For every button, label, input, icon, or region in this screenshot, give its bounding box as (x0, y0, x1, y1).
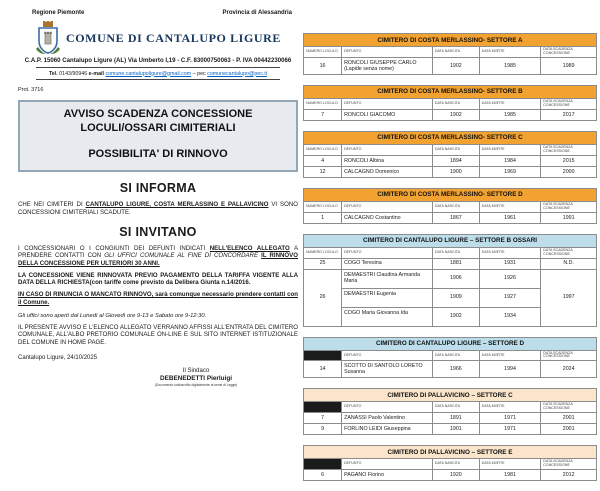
affissione-paragraph: IL PRESENTE AVVISO E L'ELENCO ALLEGATO VERRANNO AFFISSI ALL'ENTRATA DEL CIMITERO COMUNALE, ALL'ALBO PRETORIO COMUNALE ON-LINE E SUL SITO INTERNET ISTITUZIONALE DEL COMUNE IN HOME PAGE. (18, 324, 298, 346)
cell-defunto: COGO Teresina (342, 258, 433, 269)
table-costa-merlassino-settore-c (303, 131, 597, 178)
comune-header (18, 21, 298, 55)
col-header-blank (304, 350, 342, 361)
cell-data-scadenza: 2015 (541, 155, 597, 166)
table-title: CIMITERO DI PALLAVICINO – SETTORE E (304, 446, 597, 459)
col-header-defunto: DEFUNTO (342, 402, 433, 413)
cell-data-nascita: 1901 (432, 424, 479, 435)
table-pallavicino-settore-e (303, 445, 597, 481)
cell-data-nascita: 1966 (432, 361, 479, 378)
cell-data-morte: 1926 (479, 269, 541, 288)
tariffa-paragraph: LA CONCESSIONE VIENE RINNOVATA PREVIO PAGAMENTO DELLA TARIFFA VIGENTE ALLA DATA DELLA RICHIESTA(con tariffe come previsto da Delibera Giunta n.14/2016. (18, 271, 298, 287)
col-header-defunto: DEFUNTO (342, 98, 433, 109)
invitano-paragraph (18, 245, 298, 267)
col-header-data-morte: DATA MORTE (479, 459, 541, 470)
col-header-data-scadenza: DATA SCADENZA CONCESSIONE (541, 459, 597, 470)
cell-numero-loculo: 14 (304, 361, 342, 378)
table-title: CIMITERO DI COSTA MERLASSINO- SETTORE D (304, 188, 597, 201)
informa-text-cemeteries: CANTALUPO LIGURE, COSTA MERLASSINO E PALLAVICINO (85, 201, 269, 209)
cell-numero-loculo: 6 (304, 470, 342, 481)
informa-text-pre: CHE NEI CIMITERI DI (18, 201, 86, 209)
signature-role: Il Sindaco (182, 368, 210, 374)
col-header-data-nascita: DATA NASCITA (432, 459, 479, 470)
signature-name: DEBENEDETTI Pierluigi (159, 375, 233, 382)
col-header-data-morte: DATA MORTE (479, 247, 541, 258)
cell-defunto: FORLINO LEIDI Giuseppina (342, 424, 433, 435)
cell-numero-loculo-group: 26 (304, 269, 342, 326)
col-header-data-morte: DATA MORTE (479, 201, 541, 212)
invitano-seg2: NELL'ELENCO ALLEGATO (209, 244, 290, 252)
cell-data-scadenza: 2000 (541, 166, 597, 177)
col-header-data-morte: DATA MORTE (479, 350, 541, 361)
tel-label: Tel. (48, 70, 58, 77)
cell-data-morte: 1984 (479, 155, 541, 166)
invitano-seg6: IL RINNOVO DELLA CONCESSIONE PER ULTERIORI 30 ANNI. (18, 252, 298, 267)
notice-title-box (18, 100, 298, 172)
si-invitano-heading: SI INVITANO (119, 224, 197, 239)
cell-numero-loculo: 7 (304, 109, 342, 120)
table-title: CIMITERO DI CANTALUPO LIGURE – SETTORE D (304, 337, 597, 350)
cell-data-nascita: 1881 (432, 258, 479, 269)
col-header-blank (304, 402, 342, 413)
col-header-data-nascita: DATA NASCITA (432, 350, 479, 361)
cell-data-morte: 1934 (479, 307, 541, 326)
col-header-defunto: DEFUNTO (342, 47, 433, 58)
col-header-data-morte: DATA MORTE (479, 98, 541, 109)
cell-data-morte: 1927 (479, 288, 541, 307)
table-row (304, 413, 597, 424)
col-header-blank (304, 459, 342, 470)
col-header-data-scadenza: DATA SCADENZA CONCESSIONE (541, 47, 597, 58)
invitano-seg3: A PRENDERE CONTATTI CON (18, 244, 299, 260)
comune-title: COMUNE DI CANTALUPO LIGURE (65, 30, 282, 45)
cell-numero-loculo: 12 (304, 166, 342, 177)
cell-defunto: DEMAESTRI Claudina Armanda Maria (342, 269, 433, 288)
notice-title-line1: AVVISO SCADENZA CONCESSIONE (63, 108, 253, 120)
col-header-data-nascita: DATA NASCITA (432, 98, 479, 109)
table-row (304, 258, 597, 269)
cell-defunto: PAGANO Fiorino (342, 470, 433, 481)
tel-number: 0143/90946 (59, 70, 88, 77)
col-header-data-nascita: DATA NASCITA (432, 201, 479, 212)
table-row-group-member (304, 269, 597, 288)
pec-label: pec (197, 70, 206, 77)
col-header-numero-loculo: NUMERO LOCULO (304, 98, 342, 109)
table-title: CIMITERO DI PALLAVICINO – SETTORE C (304, 389, 597, 402)
table-row (304, 166, 597, 177)
col-header-data-scadenza: DATA SCADENZA CONCESSIONE (541, 350, 597, 361)
table-cantalupo-settore-d (303, 337, 597, 379)
invitano-seg4: GLI UFFICI COMUNALE AL FINE DI CONCORDARE (104, 252, 259, 260)
col-header-data-scadenza: DATA SCADENZA CONCESSIONE (541, 98, 597, 109)
email-link[interactable]: comune.cantalupoligure@gmail.com (105, 70, 192, 77)
notice-column (18, 10, 298, 387)
table-pallavicino-settore-c (303, 388, 597, 435)
cell-data-morte: 1994 (479, 361, 541, 378)
cell-defunto: CALCAGNO Costantino (342, 212, 433, 223)
cell-defunto: RONCOLI Albina (342, 155, 433, 166)
col-header-defunto: DEFUNTO (342, 459, 433, 470)
office-hours-paragraph: Gli uffici sono aperti dal Lunedì al Giovedì ore 9-13 e Sabato ore 9-12:30. (18, 313, 207, 320)
cell-data-scadenza: 2001 (541, 424, 597, 435)
table-costa-merlassino-settore-a (303, 33, 597, 75)
cell-data-scadenza: 1991 (541, 212, 597, 223)
cell-numero-loculo: 25 (304, 258, 342, 269)
cell-data-nascita: 1909 (432, 288, 479, 307)
cell-data-nascita: 1902 (432, 307, 479, 326)
cell-defunto: RONCOLI GIUSEPPE CARLO (Lapide senza nome) (342, 57, 433, 74)
pec-separator: – (192, 70, 196, 77)
cell-data-scadenza: 2024 (541, 361, 597, 378)
col-header-defunto: DEFUNTO (342, 201, 433, 212)
col-header-data-morte: DATA MORTE (479, 144, 541, 155)
col-header-data-scadenza: DATA SCADENZA CONCESSIONE (541, 402, 597, 413)
table-title: CIMITERO DI CANTALUPO LIGURE – SETTORE B OSSARI (304, 234, 597, 247)
table-row (304, 424, 597, 435)
col-header-numero-loculo: NUMERO LOCULO (304, 247, 342, 258)
table-costa-merlassino-settore-b (303, 85, 597, 121)
cell-numero-loculo: 4 (304, 155, 342, 166)
cell-data-scadenza: 2017 (541, 109, 597, 120)
col-header-defunto: DEFUNTO (342, 247, 433, 258)
cell-data-nascita: 1920 (432, 470, 479, 481)
cell-data-morte: 1969 (479, 166, 541, 177)
table-costa-merlassino-settore-d (303, 188, 597, 224)
contact-line (36, 67, 280, 80)
cell-numero-loculo: 1 (304, 212, 342, 223)
cell-data-morte: 1985 (479, 109, 541, 120)
col-header-data-nascita: DATA NASCITA (432, 144, 479, 155)
col-header-defunto: DEFUNTO (342, 144, 433, 155)
cell-data-scadenza: N.D. (541, 258, 597, 269)
protocol-number: Prot. 3716 (18, 87, 44, 93)
cell-data-scadenza-group: 1997 (541, 269, 597, 326)
table-row (304, 212, 597, 223)
col-header-data-morte: DATA MORTE (479, 402, 541, 413)
cell-data-morte: 1971 (479, 413, 541, 424)
cell-data-morte: 1985 (479, 57, 541, 74)
cell-data-morte: 1971 (479, 424, 541, 435)
cell-data-nascita: 1891 (432, 413, 479, 424)
invitano-seg1: I CONCESSIONARI O I CONGIUNTI DEI DEFUNTI INDICATI (18, 244, 210, 252)
col-header-numero-loculo: NUMERO LOCULO (304, 201, 342, 212)
col-header-defunto: DEFUNTO (342, 350, 433, 361)
col-header-data-scadenza: DATA SCADENZA CONCESSIONE (541, 201, 597, 212)
table-row (304, 361, 597, 378)
region-province-row (18, 10, 298, 16)
informa-text-post: VI SONO CONCESSIONI CIMITERIALI SCADUTE. (18, 201, 298, 216)
comune-crest-icon (35, 21, 61, 55)
col-header-data-nascita: DATA NASCITA (432, 402, 479, 413)
si-informa-heading: SI INFORMA (119, 181, 197, 196)
cell-defunto: CALCAGNO Domenico (342, 166, 433, 177)
cell-defunto: RONCOLI GIACOMO (342, 109, 433, 120)
signature-note: (Documento sottoscritto digitalmente ai sensi di Legge) (154, 383, 238, 387)
cell-data-morte: 1961 (479, 212, 541, 223)
signature-block (116, 368, 276, 387)
notice-title-line3: POSSIBILITA' DI RINNOVO (88, 147, 228, 160)
province-label: Provincia di Alessandria (222, 10, 292, 16)
table-row (304, 470, 597, 481)
cemetery-tables-column (303, 33, 597, 491)
cell-defunto: SCOTTO DI SANTOLO LORETO Susanna (342, 361, 433, 378)
table-row (304, 109, 597, 120)
col-header-data-nascita: DATA NASCITA (432, 247, 479, 258)
cell-defunto: ZANASSI Paolo Valentino (342, 413, 433, 424)
cell-data-nascita: 1900 (432, 166, 479, 177)
col-header-numero-loculo: NUMERO LOCULO (304, 144, 342, 155)
table-cantalupo-settore-b-ossari (303, 234, 597, 327)
table-row (304, 57, 597, 74)
region-label: Regione Piemonte (32, 10, 85, 16)
notice-title-line2: LOCULI/OSSARI CIMITERIALI (80, 121, 236, 134)
cell-data-nascita: 1894 (432, 155, 479, 166)
cell-data-nascita: 1867 (432, 212, 479, 223)
pec-link[interactable]: comunecantalupo@pec.it (207, 70, 268, 77)
table-title: CIMITERO DI COSTA MERLASSINO- SETTORE A (304, 34, 597, 47)
cell-data-morte: 1981 (479, 470, 541, 481)
cell-data-nascita: 1902 (432, 57, 479, 74)
email-label: e-mail (88, 70, 104, 77)
cell-numero-loculo: 16 (304, 57, 342, 74)
rinuncia-paragraph: IN CASO DI RINUNCIA O MANCATO RINNOVO, sarà comunque necessario prendere contatti con il Comune. (18, 291, 298, 306)
cell-numero-loculo: 9 (304, 424, 342, 435)
informa-paragraph (18, 201, 298, 216)
address-line: C.A.P. 15060 Cantalupo Ligure (AL) Via Umberto I,19 - C.F. 83000750063 - P. IVA 00442230066 (24, 57, 292, 64)
cell-numero-loculo: 7 (304, 413, 342, 424)
cell-data-nascita: 1906 (432, 269, 479, 288)
cell-defunto: COGO Maria Giovanna Ida (342, 307, 433, 326)
cell-defunto: DEMAESTRI Eugenia (342, 288, 433, 307)
cell-data-nascita: 1902 (432, 109, 479, 120)
col-header-data-nascita: DATA NASCITA (432, 47, 479, 58)
cell-data-scadenza: 2001 (541, 413, 597, 424)
table-title: CIMITERO DI COSTA MERLASSINO- SETTORE C (304, 131, 597, 144)
col-header-data-scadenza: DATA SCADENZA CONCESSIONE (541, 144, 597, 155)
col-header-data-scadenza: DATA SCADENZA CONCESSIONE (541, 247, 597, 258)
table-title: CIMITERO DI COSTA MERLASSINO- SETTORE B (304, 85, 597, 98)
table-row (304, 155, 597, 166)
place-date-line: Cantalupo Ligure, 24/10/2025 (18, 355, 98, 361)
cell-data-scadenza: 2012 (541, 470, 597, 481)
cell-data-scadenza: 1989 (541, 57, 597, 74)
col-header-data-morte: DATA MORTE (479, 47, 541, 58)
cell-data-morte: 1931 (479, 258, 541, 269)
col-header-numero-loculo: NUMERO LOCULO (304, 47, 342, 58)
